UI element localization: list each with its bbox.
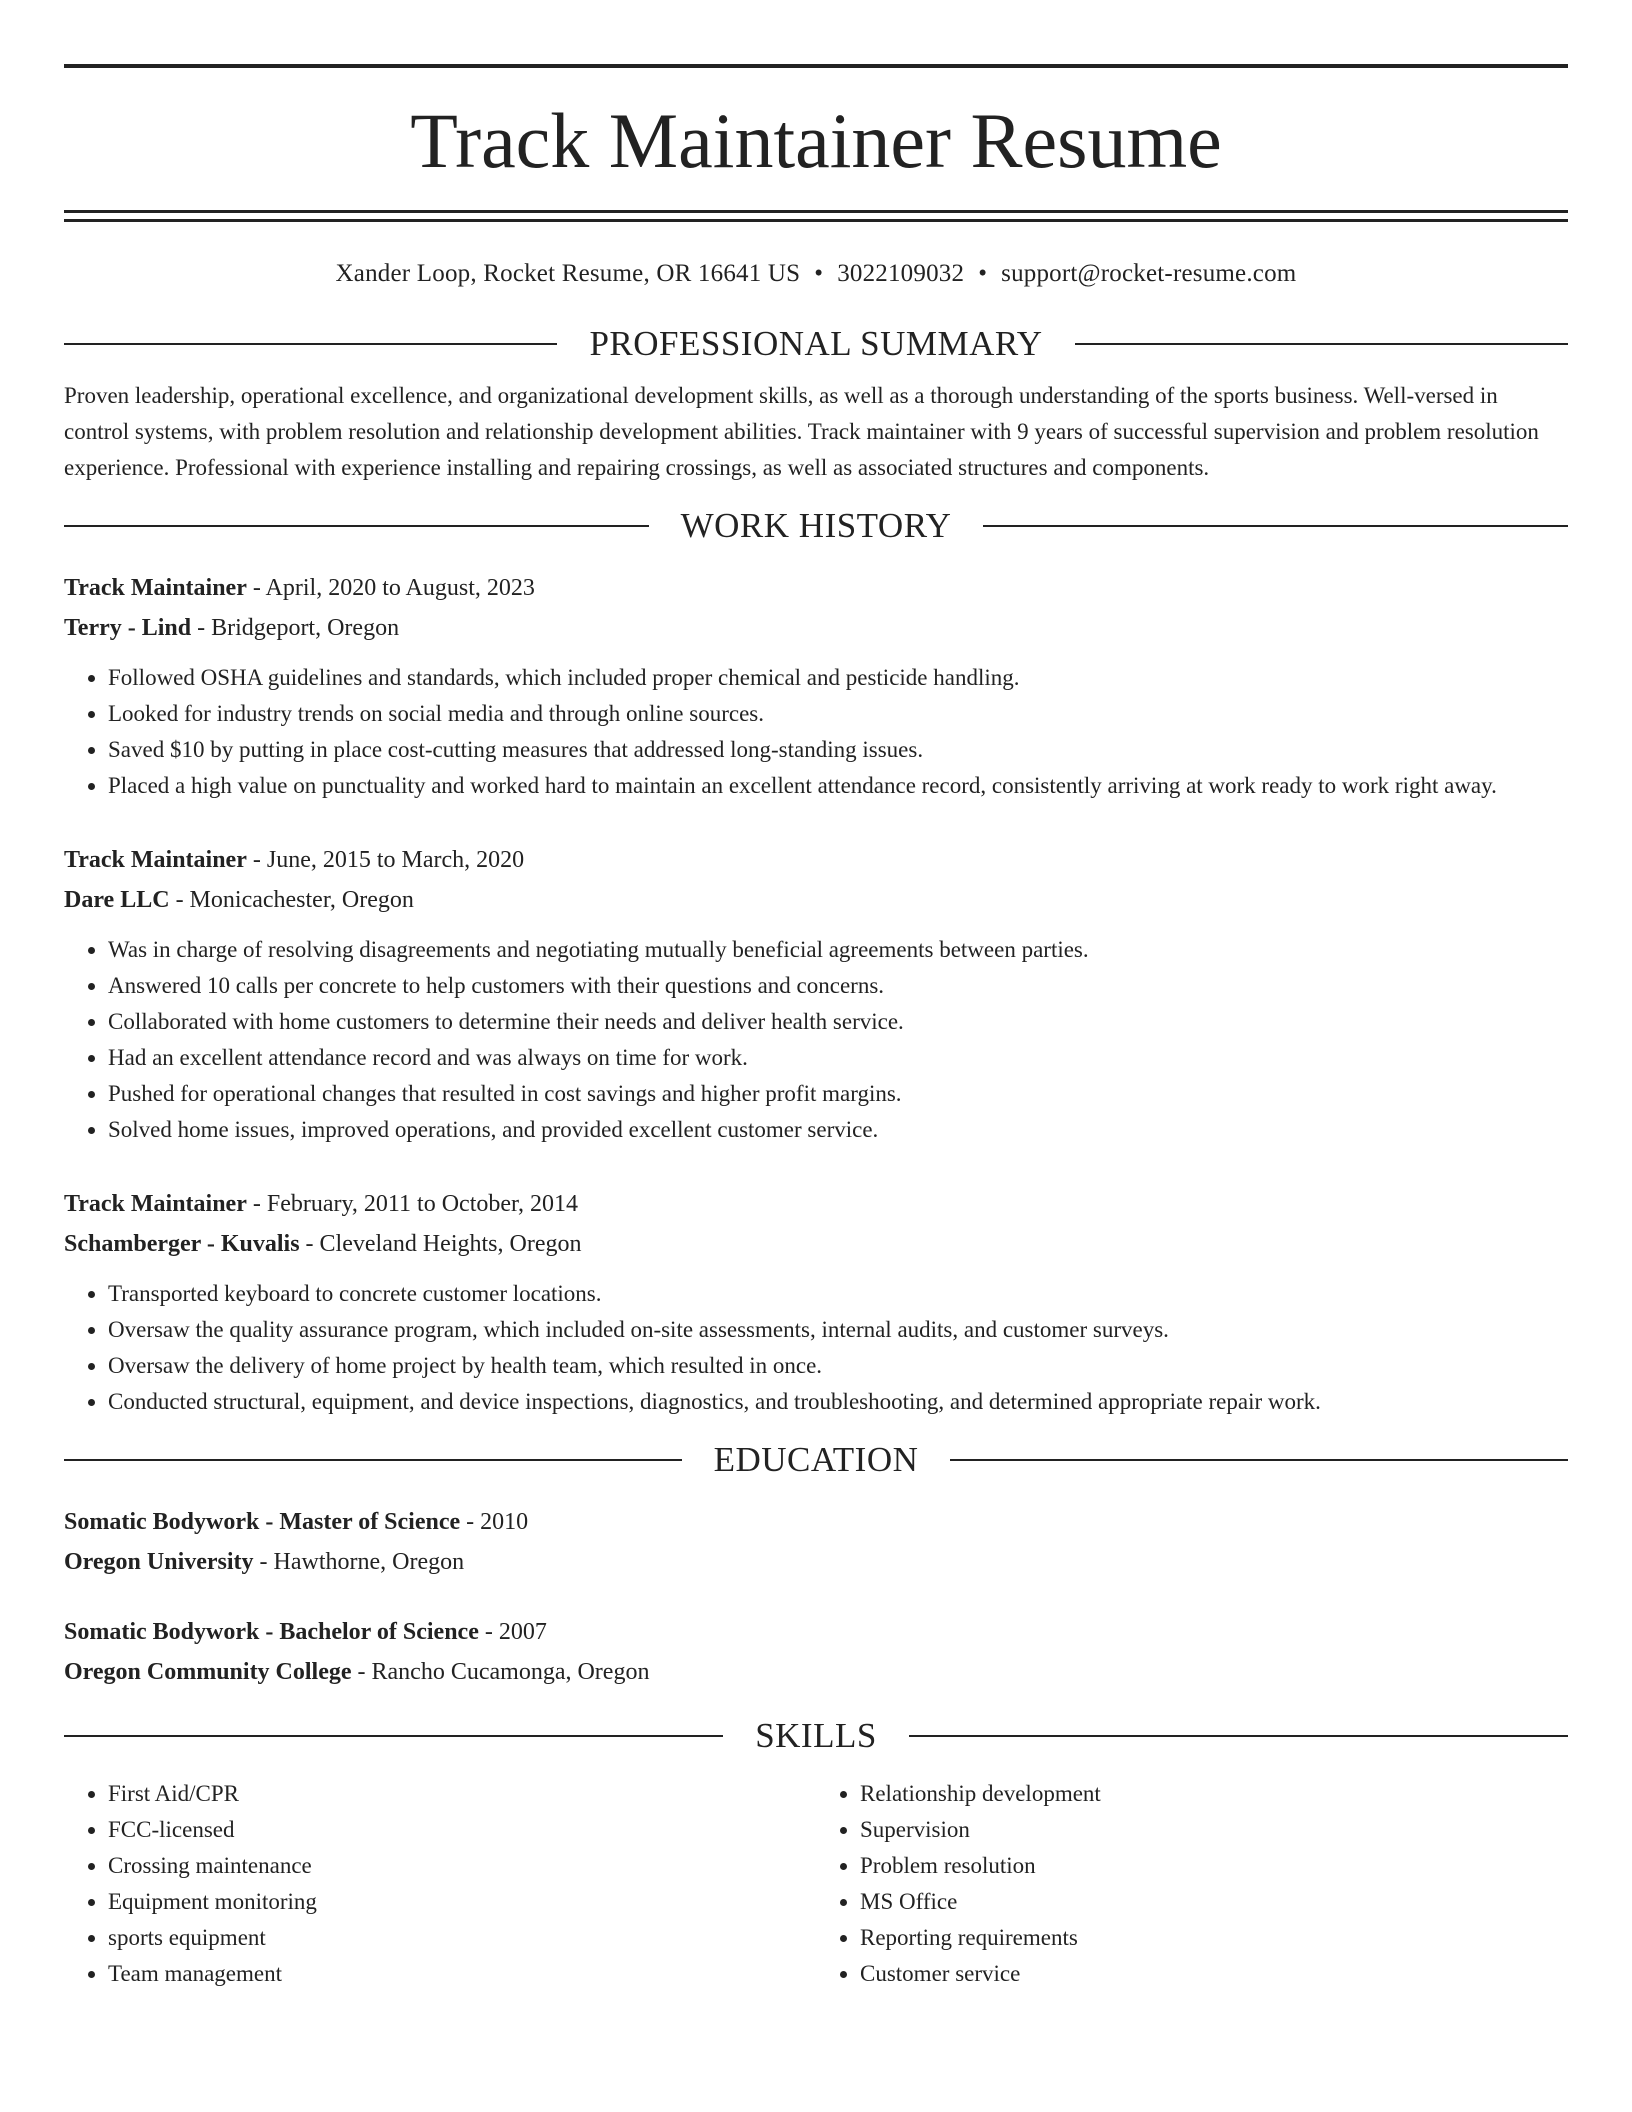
list-item: • Oversaw the delivery of home project by health team, which resulted in once.	[108, 1348, 1568, 1384]
contact-separator: •	[978, 260, 988, 287]
section-rule	[983, 525, 1568, 527]
section-header-skills	[64, 1714, 1568, 1758]
education-year: - 2010	[460, 1509, 529, 1535]
job-entry	[64, 1184, 1568, 1420]
section-rule	[64, 1735, 723, 1737]
header-top-rule	[64, 64, 1568, 68]
section-rule	[64, 343, 557, 345]
job-dates: - April, 2020 to August, 2023	[246, 575, 535, 601]
list-item: • Had an excellent attendance record and was always on time for work.	[108, 1040, 1568, 1076]
section-rule	[909, 1735, 1568, 1737]
resume-title: Track Maintainer Resume	[410, 97, 1222, 184]
job-location: - Cleveland Heights, Oregon	[299, 1231, 582, 1257]
section-title: SKILLS	[755, 1716, 877, 1755]
job-company-line	[64, 880, 1568, 920]
skills-list-right	[816, 1776, 1568, 1992]
job-company: Schamberger - Kuvalis	[64, 1231, 300, 1257]
list-item: • Saved $10 by putting in place cost-cutting measures that addressed long-standing issues.	[108, 732, 1568, 768]
job-company-line	[64, 608, 1568, 648]
section-header-work	[64, 504, 1568, 548]
skills-columns	[64, 1776, 1568, 1992]
job-company: Terry - Lind	[64, 615, 192, 641]
job-company-line	[64, 1224, 1568, 1264]
job-bullets	[64, 1276, 1568, 1420]
education-school-line	[64, 1652, 1568, 1692]
job-bullets	[64, 932, 1568, 1148]
job-location: - Monicachester, Oregon	[169, 887, 414, 913]
education-school: Oregon University	[64, 1549, 254, 1575]
section-rule	[1075, 343, 1568, 345]
education-entry	[64, 1502, 1568, 1582]
skill-item: • Reporting requirements	[860, 1920, 1568, 1956]
list-item: • Conducted structural, equipment, and device inspections, diagnostics, and troubleshooting, and determined appropriate repair work.	[108, 1384, 1568, 1420]
section-rule	[64, 1459, 682, 1461]
job-entry	[64, 568, 1568, 804]
skills-list-left	[64, 1776, 816, 1992]
education-location: - Rancho Cucamonga, Oregon	[351, 1659, 650, 1685]
skill-item: • FCC-licensed	[108, 1812, 816, 1848]
section-rule	[950, 1459, 1568, 1461]
list-item: • Looked for industry trends on social media and through online sources.	[108, 696, 1568, 732]
skill-item: • sports equipment	[108, 1920, 816, 1956]
job-title-line	[64, 840, 1568, 880]
education-year: - 2007	[478, 1619, 547, 1645]
job-entry	[64, 840, 1568, 1148]
header-double-rule	[64, 210, 1568, 222]
skill-item: • Crossing maintenance	[108, 1848, 816, 1884]
education-degree: Somatic Bodywork - Master of Science	[64, 1509, 461, 1535]
list-item: • Placed a high value on punctuality and worked hard to maintain an excellent attendance record, consistently arriving at work ready to work right away.	[108, 768, 1568, 804]
job-title-line	[64, 1184, 1568, 1224]
skill-item: • MS Office	[860, 1884, 1568, 1920]
skill-item: • Relationship development	[860, 1776, 1568, 1812]
list-item: • Pushed for operational changes that resulted in cost savings and higher profit margins.	[108, 1076, 1568, 1112]
job-title: Track Maintainer	[64, 847, 247, 873]
contact-separator: •	[814, 260, 824, 287]
education-degree-line	[64, 1612, 1568, 1652]
section-title: PROFESSIONAL SUMMARY	[589, 324, 1043, 363]
skill-item: • Problem resolution	[860, 1848, 1568, 1884]
resume-page	[64, 64, 1568, 1992]
education-degree: Somatic Bodywork - Bachelor of Science	[64, 1619, 479, 1645]
list-item: • Was in charge of resolving disagreements and negotiating mutually beneficial agreements between parties.	[108, 932, 1568, 968]
skill-item: • Supervision	[860, 1812, 1568, 1848]
section-header-education	[64, 1438, 1568, 1482]
job-bullets	[64, 660, 1568, 804]
list-item: • Transported keyboard to concrete customer locations.	[108, 1276, 1568, 1312]
skill-item: • Equipment monitoring	[108, 1884, 816, 1920]
skill-item: • First Aid/CPR	[108, 1776, 816, 1812]
section-header-summary	[64, 322, 1568, 366]
job-location: - Bridgeport, Oregon	[191, 615, 400, 641]
education-school: Oregon Community College	[64, 1659, 352, 1685]
contact-phone: 3022109032	[837, 260, 965, 287]
skill-item: • Customer service	[860, 1956, 1568, 1992]
contact-line	[64, 258, 1568, 290]
job-title-line	[64, 568, 1568, 608]
summary-text: Proven leadership, operational excellence, and organizational development skills, as well as a thorough understanding of the sports business. Well-versed in control systems, with problem resolution and relationship development abilities. Track maintainer with 9 years of successful supervision and problem resolution experience. Professional with experience installing and repairing crossings, as well as associated structures and components.	[64, 383, 1539, 480]
list-item: • Followed OSHA guidelines and standards, which included proper chemical and pesticide handling.	[108, 660, 1568, 696]
section-title: EDUCATION	[713, 1440, 919, 1479]
job-title: Track Maintainer	[64, 575, 247, 601]
education-location: - Hawthorne, Oregon	[253, 1549, 465, 1575]
section-title: WORK HISTORY	[680, 506, 952, 545]
contact-email: support@rocket-resume.com	[1001, 260, 1297, 287]
skill-item: • Team management	[108, 1956, 816, 1992]
job-dates: - February, 2011 to October, 2014	[246, 1191, 579, 1217]
education-degree-line	[64, 1502, 1568, 1542]
list-item: • Answered 10 calls per concrete to help customers with their questions and concerns.	[108, 968, 1568, 1004]
section-rule	[64, 525, 649, 527]
job-dates: - June, 2015 to March, 2020	[246, 847, 525, 873]
job-company: Dare LLC	[64, 887, 170, 913]
job-title: Track Maintainer	[64, 1191, 247, 1217]
list-item: • Oversaw the quality assurance program, which included on-site assessments, internal audits, and customer surveys.	[108, 1312, 1568, 1348]
list-item: • Collaborated with home customers to determine their needs and deliver health service.	[108, 1004, 1568, 1040]
education-school-line	[64, 1542, 1568, 1582]
list-item: • Solved home issues, improved operations, and provided excellent customer service.	[108, 1112, 1568, 1148]
contact-address: Xander Loop, Rocket Resume, OR 16641 US	[335, 260, 801, 287]
education-entry	[64, 1612, 1568, 1692]
